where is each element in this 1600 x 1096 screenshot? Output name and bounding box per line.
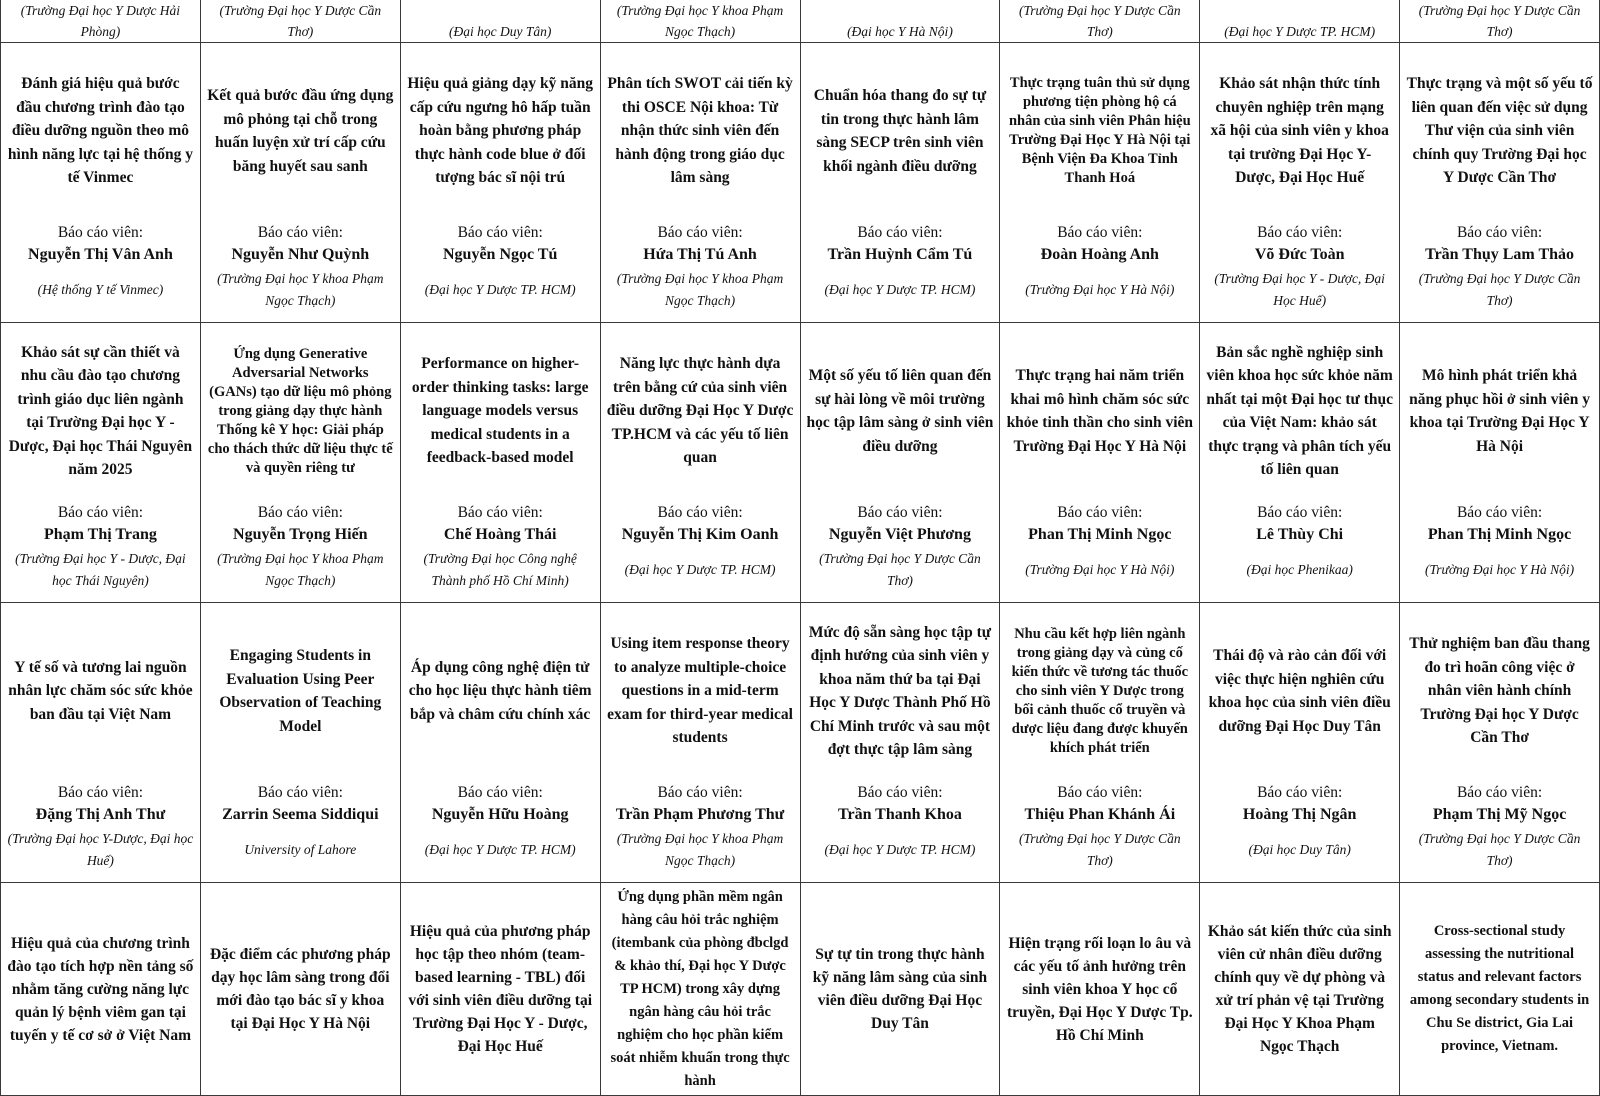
title-box — [7, 323, 194, 499]
title-box — [407, 883, 594, 1095]
presentation-cell — [1400, 883, 1600, 1096]
table-cell — [800, 0, 1000, 43]
cell-content — [1206, 603, 1393, 882]
title-box — [1006, 43, 1193, 219]
speaker-name: Nguyễn Ngọc Tú — [442, 246, 558, 263]
cell-content — [7, 43, 194, 322]
speaker-affiliation — [207, 827, 394, 873]
speaker-name: Trần Thụy Lam Thảo — [1425, 246, 1575, 263]
presentation-title: Đặc điểm các phương pháp dạy học lâm sàng trong đổi mới đào tạo bác sĩ y khoa tại Đại Học Y Hà Nội — [209, 946, 391, 1032]
speaker-name: Phạm Thị Trang — [43, 526, 157, 543]
speaker-label: Báo cáo viên: — [1057, 784, 1143, 801]
presentation-cell — [1, 883, 201, 1096]
affiliation-text: (Trường Đại học Y-Dược, Đại học Huế) — [7, 831, 194, 868]
speaker-label: Báo cáo viên: — [1456, 784, 1543, 801]
affiliation-text: (Trường Đại học Y khoa Phạm Ngọc Thạch) — [616, 3, 784, 39]
affiliation-text: (Trường Đại học Y Dược Cần Thơ) — [819, 551, 981, 588]
affiliation-text: (Trường Đại học Y Dược Cần Thơ) — [1418, 271, 1581, 308]
affiliation-text: (Trường Đại học Y Dược Cần Thơ) — [1418, 831, 1581, 868]
presentation-cell — [200, 323, 400, 603]
presentation-cell — [1200, 883, 1400, 1096]
presentation-cell — [1400, 323, 1600, 603]
speaker-label: Báo cáo viên: — [57, 784, 144, 801]
speaker-affiliation — [1206, 267, 1393, 313]
speaker-label: Báo cáo viên: — [457, 784, 543, 801]
cell-content — [807, 43, 994, 322]
speaker-label: Báo cáo viên: — [657, 224, 743, 241]
presentation-title: Phân tích SWOT cải tiến kỳ thi OSCE Nội khoa: Từ nhận thức sinh viên đến hành động trong giáo dục lâm sàng — [607, 75, 793, 187]
speaker-label: Báo cáo viên: — [457, 504, 543, 521]
speaker-label: Báo cáo viên: — [857, 784, 943, 801]
cell-content — [7, 323, 194, 602]
speaker-affiliation — [7, 547, 194, 593]
speaker-name: Phan Thị Minh Ngọc — [1028, 526, 1172, 543]
affiliation-text: (Trường Đại học Y Hà Nội) — [1025, 282, 1175, 297]
presentation-title: Chuẩn hóa thang đo sự tự tin trong thực hành lâm sàng SECP trên sinh viên khối ngành điều dưỡng — [813, 87, 987, 175]
presentation-title: Thái độ và rào cản đối với việc thực hiện nghiên cứu khoa học của sinh viên điều dưỡng Đại Học Duy Tân — [1208, 647, 1391, 735]
speaker-affiliation — [1006, 827, 1193, 873]
speaker-affiliation — [1206, 827, 1393, 873]
presentation-title: Performance on higher-order thinking tasks: large language models versus medical students in a feedback-based model — [411, 355, 589, 467]
cell-content — [407, 43, 594, 322]
affiliation-text: (Trường Đại học Y khoa Phạm Ngọc Thạch) — [616, 831, 784, 868]
title-box — [1406, 323, 1593, 499]
affiliation-text: (Đại học Y Hà Nội) — [847, 24, 953, 39]
title-box — [1006, 323, 1193, 499]
title-box — [7, 883, 194, 1095]
title-box — [607, 323, 794, 499]
title-box — [207, 43, 394, 219]
title-box — [1006, 883, 1193, 1095]
speaker-name: Chế Hoàng Thái — [443, 526, 557, 543]
title-box — [607, 883, 794, 1095]
speaker-name: Nguyễn Thị Kim Oanh — [621, 526, 779, 543]
presentation-cell — [600, 323, 800, 603]
speaker-name: Thiệu Phan Khánh Ái — [1024, 806, 1176, 823]
speaker-affiliation — [1006, 267, 1193, 313]
presentation-cell — [800, 883, 1000, 1096]
speaker-name: Trần Phạm Phương Thư — [615, 806, 785, 823]
presentation-title: Thực trạng tuân thủ sử dụng phương tiện phòng hộ cá nhân của sinh viên Phân hiệu Trường Đại Học Y Hà Nội tại Bệnh Viện Đa Khoa Tỉnh Thanh Hoá — [1008, 75, 1191, 186]
presentation-row — [1, 43, 1600, 323]
speaker-affiliation — [407, 267, 594, 313]
presentation-cell — [800, 323, 1000, 603]
title-box — [1406, 603, 1593, 779]
title-box — [807, 883, 994, 1095]
speaker-label: Báo cáo viên: — [1257, 224, 1343, 241]
speaker-affiliation — [607, 827, 794, 873]
presentation-title: Thử nghiệm ban đầu thang đo trì hoãn công việc ở nhân viên hành chính Trường Đại học Y Dược Cần Thơ — [1409, 635, 1590, 747]
speaker-label: Báo cáo viên: — [1456, 224, 1543, 241]
speaker-name: Đặng Thị Anh Thư — [35, 806, 166, 823]
presentation-cell — [1000, 43, 1200, 323]
speaker-label: Báo cáo viên: — [257, 224, 343, 241]
cell-content — [1406, 323, 1593, 602]
cell-content — [407, 323, 594, 602]
presentation-cell — [1400, 603, 1600, 883]
affiliation-text: (Hệ thống Y tế Vinmec) — [37, 282, 164, 297]
presentation-title: Hiệu quả giảng dạy kỹ năng cấp cứu ngưng hô hấp tuần hoàn bằng phương pháp thực hành code blue ở đối tượng bác sĩ nội trú — [407, 75, 593, 187]
affiliation-row-top — [1, 0, 1600, 43]
speaker-label: Báo cáo viên: — [57, 224, 144, 241]
title-box — [807, 43, 994, 219]
presentation-title: Using item response theory to analyze multiple-choice questions in a mid-term exam for third-year medical students — [607, 635, 793, 747]
speaker-affiliation — [1406, 827, 1593, 873]
speaker-affiliation — [7, 827, 194, 873]
affiliation-text: (Đại học Y Dược TP. HCM) — [624, 562, 776, 577]
affiliation-text: (Đại học Y Dược TP. HCM) — [424, 842, 576, 857]
affiliation-text: (Trường Đại học Y Hà Nội) — [1025, 562, 1175, 577]
cell-content — [807, 603, 994, 882]
cell-content — [1006, 43, 1193, 322]
cell-content — [7, 603, 194, 882]
speaker-label: Báo cáo viên: — [1057, 504, 1143, 521]
speaker-affiliation — [207, 267, 394, 313]
speaker-name: Hoàng Thị Ngân — [1242, 806, 1357, 823]
speaker-label: Báo cáo viên: — [1057, 224, 1143, 241]
affiliation-text: (Đại học Y Dược TP. HCM) — [424, 282, 576, 297]
cell-content — [207, 603, 394, 882]
speaker-name: Nguyễn Như Quỳnh — [231, 246, 370, 263]
presentation-cell — [400, 43, 600, 323]
title-box — [807, 603, 994, 779]
speaker-affiliation — [7, 267, 194, 313]
presentation-title: Áp dụng công nghệ điện tử cho học liệu thực hành tiêm bắp và châm cứu chính xác — [408, 658, 592, 723]
title-box — [407, 603, 594, 779]
speaker-name: Trần Thanh Khoa — [837, 806, 962, 823]
affiliation-text: (Đại học Duy Tân) — [1248, 842, 1351, 857]
presentation-title: Đánh giá hiệu quả bước đầu chương trình đào tạo điều dưỡng nguồn theo mô hình năng lực tại hệ thống y tế Vinmec — [7, 75, 193, 187]
cell-content — [607, 323, 794, 602]
presentation-title: Năng lực thực hành dựa trên bằng cứ của sinh viên điều dưỡng Đại Học Y Dược TP.HCM và các yếu tố liên quan — [606, 355, 794, 467]
affiliation-text: (Trường Đại học Y Dược Cần Thơ) — [1418, 3, 1581, 39]
title-box — [7, 43, 194, 219]
presentation-cell — [600, 883, 800, 1096]
speaker-label: Báo cáo viên: — [857, 224, 943, 241]
cell-content — [1206, 43, 1393, 322]
table-cell — [1200, 0, 1400, 43]
presentation-title: Mô hình phát triển khả năng phục hồi ở sinh viên y khoa tại Trường Đại Học Y Hà Nội — [1409, 367, 1590, 455]
affiliation-text: (Trường Đại học Y Dược Cần Thơ) — [1019, 3, 1181, 39]
speaker-affiliation — [407, 827, 594, 873]
title-box — [207, 603, 394, 779]
presentation-cell — [400, 883, 600, 1096]
affiliation-text: (Đại học Y Dược TP. HCM) — [824, 282, 976, 297]
presentation-title: Nhu cầu kết hợp liên ngành trong giảng dạy và củng cố kiến thức về tương tác thuốc cho sinh viên Y Dược trong bối cảnh thuốc cổ truyền và dược liệu đang được khuyến khích phát triển — [1011, 625, 1189, 756]
title-box — [1206, 883, 1393, 1095]
presentation-title: Bản sắc nghề nghiệp sinh viên khoa học sức khỏe năm nhất tại một Đại học tư thục của Việt Nam: khảo sát thực trạng và phân tích yếu tố liên quan — [1206, 343, 1394, 478]
presentation-title: Kết quả bước đầu ứng dụng mô phỏng tại chỗ trong huấn luyện xử trí cấp cứu băng huyết sau sanh — [207, 87, 394, 175]
cell-content — [607, 603, 794, 882]
speaker-name: Zarrin Seema Siddiqui — [222, 806, 379, 823]
speaker-label: Báo cáo viên: — [857, 504, 943, 521]
presentation-title: Thực trạng hai năm triển khai mô hình chăm sóc sức khỏe tinh thần cho sinh viên Trường Đại Học Y Hà Nội — [1006, 367, 1194, 455]
affiliation-text: (Trường Đại học Y khoa Phạm Ngọc Thạch) — [217, 271, 384, 308]
cell-content — [1006, 603, 1193, 882]
presentation-cell — [200, 603, 400, 883]
presentation-cell — [1000, 323, 1200, 603]
speaker-name: Nguyễn Hữu Hoàng — [431, 806, 569, 823]
cell-content — [807, 323, 994, 602]
title-box — [1006, 603, 1193, 779]
affiliation-text: (Trường Đại học Y Dược Cần Thơ) — [1019, 831, 1181, 868]
speaker-affiliation — [1206, 547, 1393, 593]
speaker-affiliation — [1406, 547, 1593, 593]
affiliation-text: (Trường Đại học Y Dược Hải Phòng) — [20, 3, 181, 39]
presentation-cell — [1, 323, 201, 603]
presentation-cell — [1200, 43, 1400, 323]
speaker-name: Võ Đức Toàn — [1254, 246, 1345, 263]
title-box — [407, 323, 594, 499]
presentation-cell — [1, 43, 201, 323]
presentation-cell — [600, 603, 800, 883]
presentation-title: Cross-sectional study assessing the nutritional status and relevant factors among secondary students in Chu Se district, Gia Lai province, Vietnam. — [1409, 923, 1590, 1054]
speaker-name: Nguyễn Việt Phương — [828, 526, 971, 543]
speaker-name: Đoàn Hoàng Anh — [1040, 246, 1159, 263]
title-box — [607, 603, 794, 779]
table-cell — [1000, 0, 1200, 43]
presentation-cell — [1, 603, 201, 883]
affiliation-text: (Trường Đại học Y Hà Nội) — [1424, 562, 1575, 577]
affiliation-text: (Trường Đại học Y Dược Cần Thơ) — [219, 3, 382, 39]
affiliation-text: (Đại học Y Dược TP. HCM) — [824, 842, 976, 857]
cell-content — [207, 43, 394, 322]
cell-content — [1406, 603, 1593, 882]
presentation-cell — [800, 603, 1000, 883]
cell-content — [607, 43, 794, 322]
speaker-label: Báo cáo viên: — [257, 504, 343, 521]
affiliation-text: (Trường Đại học Y khoa Phạm Ngọc Thạch) — [616, 271, 784, 308]
presentation-cell — [1200, 323, 1400, 603]
speaker-affiliation — [807, 547, 994, 593]
speaker-name: Phạm Thị Mỹ Ngọc — [1432, 806, 1567, 823]
title-box — [807, 323, 994, 499]
speaker-affiliation — [1406, 267, 1593, 313]
presentation-cell — [200, 43, 400, 323]
table-cell — [600, 0, 800, 43]
affiliation-text: (Trường Đại học Y - Dược, Đại học Thái Nguyên) — [15, 551, 186, 588]
presentation-title: Hiệu quả của phương pháp học tập theo nhóm (team-based learning - TBL) đối với sinh viên điều dưỡng tại Trường Đại Học Y - Dược, Đại Học Huế — [408, 923, 593, 1055]
title-box — [1206, 603, 1393, 779]
speaker-affiliation — [807, 267, 994, 313]
speaker-name: Lê Thùy Chi — [1256, 526, 1344, 543]
presentation-title: Sự tự tin trong thực hành kỹ năng lâm sàng của sinh viên điều dưỡng Đại Học Duy Tân — [812, 946, 988, 1032]
title-box — [7, 603, 194, 779]
presentation-cell — [400, 603, 600, 883]
presentation-title: Một số yếu tố liên quan đến sự hài lòng về môi trường học tập lâm sàng ở sinh viên điều dưỡng — [806, 367, 994, 455]
affiliation-text: (Trường Đại học Y khoa Phạm Ngọc Thạch) — [217, 551, 384, 588]
presentation-title: Khảo sát nhận thức tính chuyên nghiệp trên mạng xã hội của sinh viên y khoa tại trường Đại Học Y- Dược, Đại Học Huế — [1210, 75, 1389, 187]
speaker-name: Phan Thị Minh Ngọc — [1427, 526, 1572, 543]
affiliation-text: (Đại học Phenikaa) — [1246, 562, 1353, 577]
table-cell — [400, 0, 600, 43]
title-box — [407, 43, 594, 219]
affiliation-text: (Trường Đại học Công nghệ Thành phố Hồ Chí Minh) — [423, 551, 577, 588]
speaker-label: Báo cáo viên: — [57, 504, 144, 521]
presentation-title: Mức độ sẵn sàng học tập tự định hướng của sinh viên y khoa năm thứ ba tại Đại Học Y Dược Thành Phố Hồ Chí Minh trước và sau một đợt thực tập lâm sàng — [808, 623, 992, 758]
affiliation-text: (Đại học Duy Tân) — [449, 24, 552, 39]
title-box — [1406, 883, 1593, 1095]
cell-content — [1206, 323, 1393, 602]
speaker-label: Báo cáo viên: — [1257, 784, 1343, 801]
speaker-affiliation — [207, 547, 394, 593]
affiliation-text: (Đại học Y Dược TP. HCM) — [1224, 24, 1376, 39]
presentation-cell — [1200, 603, 1400, 883]
speaker-affiliation — [807, 827, 994, 873]
affiliation-text: (Trường Đại học Y - Dược, Đại Học Huế) — [1214, 271, 1385, 308]
presentation-title: Ứng dụng Generative Adversarial Networks (GANs) tạo dữ liệu mô phỏng trong giảng dạy thực hành Thống kê Y học: Giải pháp cho thách thức dữ liệu thực tế và quyền riêng tư — [207, 345, 393, 476]
speaker-affiliation — [607, 547, 794, 593]
title-box — [207, 883, 394, 1095]
speaker-affiliation — [607, 267, 794, 313]
presentation-title: Khảo sát sự cần thiết và nhu cầu đào tạo chương trình giáo dục liên ngành tại Trường Đại học Y - Dược, Đại học Thái Nguyên năm 2025 — [8, 343, 193, 478]
speaker-label: Báo cáo viên: — [657, 784, 743, 801]
presentation-title: Thực trạng và một số yếu tố liên quan đến việc sử dụng Thư viện của sinh viên chính quy Trường Đại học Y Dược Cần Thơ — [1406, 75, 1593, 187]
presentation-title: Ứng dụng phần mềm ngân hàng câu hỏi trắc nghiệm (itembank của phòng đbclgd & khảo thí, Đại học Y Dược TP HCM) trong xây dựng ngân hàng câu hỏi trắc nghiệm cho học phần kiểm soát nhiễm khuẩn trong thực hành — [610, 888, 790, 1089]
presentation-cell — [1000, 603, 1200, 883]
speaker-name: Hứa Thị Tú Anh — [643, 246, 757, 263]
speaker-name: Nguyễn Trọng Hiến — [233, 526, 368, 543]
speaker-label: Báo cáo viên: — [257, 784, 343, 801]
speaker-name: Nguyễn Thị Vân Anh — [28, 246, 173, 263]
title-box — [607, 43, 794, 219]
title-box — [207, 323, 394, 499]
presentation-cell — [400, 323, 600, 603]
presentation-cell — [800, 43, 1000, 323]
title-box — [1406, 43, 1593, 219]
presentation-row — [1, 603, 1600, 883]
presentation-title: Hiệu quả của chương trình đào tạo tích hợp nền tảng số nhằm tăng cường năng lực quản lý bệnh viêm gan tại tuyến y tế cơ sở ở Việt Nam — [7, 934, 194, 1044]
presentation-title: Engaging Students in Evaluation Using Peer Observation of Teaching Model — [219, 647, 382, 735]
presentation-row — [1, 323, 1600, 603]
title-box — [1206, 43, 1393, 219]
table-cell — [1, 0, 201, 43]
table-cell — [200, 0, 400, 43]
presentation-title: Khảo sát kiến thức của sinh viên cử nhân điều dưỡng chính quy về dự phòng và xử trí phản vệ tại Trường Đại Học Y Khoa Phạm Ngọc Thạch — [1207, 923, 1392, 1055]
affiliation-text: University of Lahore — [244, 842, 357, 857]
presentation-cell — [600, 43, 800, 323]
cell-content — [1406, 43, 1593, 322]
presentation-cell — [200, 883, 400, 1096]
speaker-label: Báo cáo viên: — [457, 224, 543, 241]
table-cell — [1400, 0, 1600, 43]
cell-content — [407, 603, 594, 882]
speaker-affiliation — [1006, 547, 1193, 593]
speaker-affiliation — [407, 547, 594, 593]
presentation-cell — [1400, 43, 1600, 323]
presentation-cell — [1000, 883, 1200, 1096]
speaker-label: Báo cáo viên: — [1257, 504, 1343, 521]
speaker-name: Trần Huỳnh Cẩm Tú — [827, 246, 973, 263]
speaker-label: Báo cáo viên: — [1456, 504, 1543, 521]
cell-content — [207, 323, 394, 602]
presentation-title: Hiện trạng rối loạn lo âu và các yếu tố ảnh hưởng trên sinh viên khoa Y học cổ truyền, Đại Học Y Dược Tp. Hồ Chí Minh — [1006, 934, 1193, 1044]
presentation-title-row — [1, 883, 1600, 1096]
presentation-title: Y tế số và tương lai nguồn nhân lực chăm sóc sức khỏe ban đầu tại Việt Nam — [8, 658, 193, 723]
cell-content — [1006, 323, 1193, 602]
speaker-label: Báo cáo viên: — [657, 504, 743, 521]
title-box — [1206, 323, 1393, 499]
